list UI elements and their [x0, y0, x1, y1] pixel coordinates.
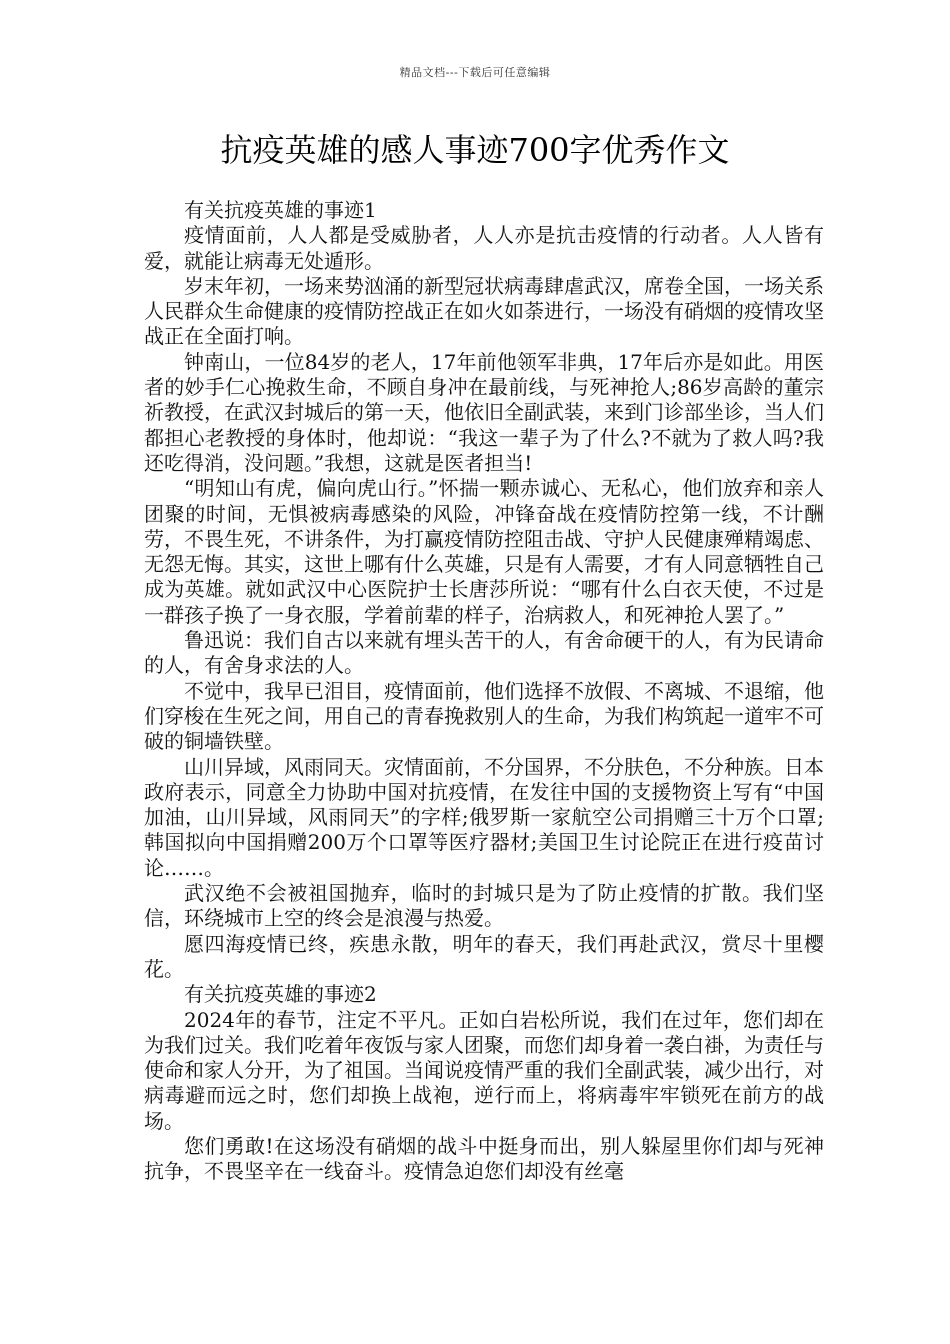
section-heading: 有关抗疫英雄的事迹1: [184, 198, 377, 222]
paragraph: 不觉中，我早已泪目，疫情面前，他们选择不放假、不离城、不退缩，他们穿梭在生死之间，用自己的青春挽救别人的生命，为我们构筑起一道牢不可破的铜墙铁壁。: [144, 678, 824, 754]
paragraph: 疫情面前，人人都是受威胁者，人人亦是抗击疫情的行动者。人人皆有爱，就能让病毒无处遁形。: [144, 223, 824, 273]
article-body: [144, 198, 824, 1185]
paragraph: 您们勇敢!在这场没有硝烟的战斗中挺身而出，别人躲屋里你们却与死神抗争，不畏坚辛在一线奋斗。疫情急迫您们却没有丝毫: [144, 1133, 824, 1184]
paragraph: 愿四海疫情已终，疾患永散，明年的春天，我们再赴武汉，赏尽十里樱花。: [144, 931, 824, 981]
paragraph: 鲁迅说：我们自古以来就有埋头苦干的人，有舍命硬干的人，有为民请命的人，有舍身求法的人。: [144, 628, 824, 678]
paragraph: 武汉绝不会被祖国抛弃，临时的封城只是为了防止疫情的扩散。我们坚信，环绕城市上空的终会是浪漫与热爱。: [144, 881, 824, 931]
page-title: 抗疫英雄的感人事迹700字优秀作文: [220, 131, 730, 169]
paragraph: 钟南山，一位84岁的老人，17年前他领军非典，17年后亦是如此。用医者的妙手仁心挽救生命，不顾自身冲在最前线，与死神抢人;86岁高龄的董宗祈教授，在武汉封城后的第一天，他依旧全副武装，来到门诊部坐诊，当人们都担心老教授的身体时，他却说：“我这一辈子为了什么?不就为了救人吗?我还吃得消，没问题。”我想，这就是医者担当!: [144, 349, 824, 475]
paragraph: “明知山有虎，偏向虎山行。”怀揣一颗赤诚心、无私心，他们放弃和亲人团聚的时间，无惧被病毒感染的风险，冲锋奋战在疫情防控第一线，不计酬劳，不畏生死，不讲条件，为打赢疫情防控阻击战、守护人民健康殚精竭虑、无怨无悔。其实，这世上哪有什么英雄，只是有人需要，才有人同意牺牲自己成为英雄。就如武汉中心医院护士长唐莎所说：“哪有什么白衣天使，不过是一群孩子换了一身衣服，学着前辈的样子，治病救人，和死神抢人罢了。”: [144, 476, 824, 627]
paragraph: 山川异域，风雨同天。灾情面前，不分国界，不分肤色，不分种族。日本政府表示，同意全力协助中国对抗疫情，在发往中国的支援物资上写有“中国加油，山川异域，风雨同天”的字样;俄罗斯一家航空公司捐赠三十万个口罩;韩国拟向中国捐赠200万个口罩等医疗器材;美国卫生讨论院正在进行疫苗讨论……。: [144, 754, 824, 880]
paragraph: 岁末年初，一场来势汹涌的新型冠状病毒肆虐武汉，席卷全国，一场关系人民群众生命健康的疫情防控战正在如火如荼进行，一场没有硝烟的疫情攻坚战正在全面打响。: [144, 273, 824, 349]
running-header: 精品文档---下载后可任意编辑: [399, 66, 551, 79]
paragraph: 2024年的春节，注定不平凡。正如白岩松所说，我们在过年，您们却在为我们过关。我们吃着年夜饭与家人团聚，而您们却身着一袭白褂，为责任与使命和家人分开，为了祖国。当闻说疫情严重的我们全副武装，减少出行，对病毒避而远之时，您们却换上战袍，逆行而上，将病毒牢牢锁死在前方的战场。: [144, 1007, 824, 1133]
section-heading: 有关抗疫英雄的事迹2: [184, 982, 377, 1007]
